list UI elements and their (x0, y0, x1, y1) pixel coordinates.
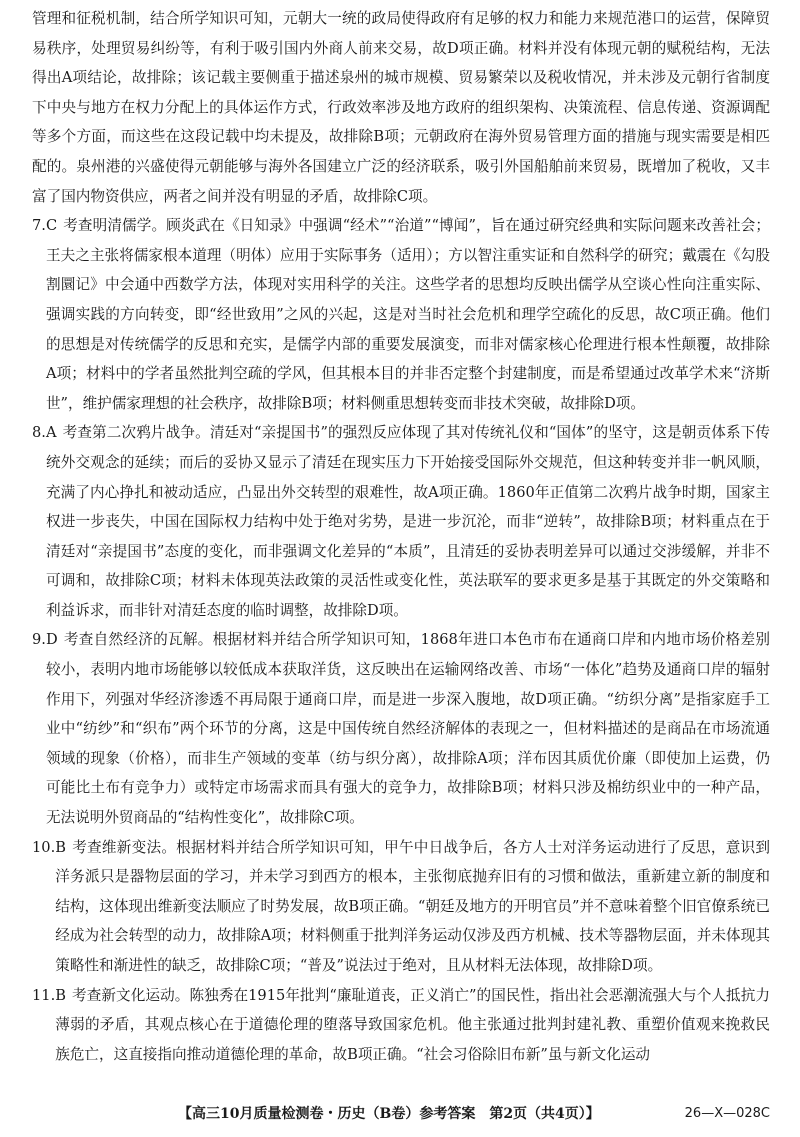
item-number: 11. (32, 986, 56, 1004)
footer-title: 【高三10月质量检测卷・历史（B卷）参考答案 第2页（共4页）】 (178, 1106, 600, 1122)
item-number: 7. (32, 217, 46, 235)
answer-item-10 (32, 833, 770, 981)
answer-item-9 (32, 625, 770, 832)
answer-item-11 (32, 981, 770, 1070)
item-number: 8. (32, 424, 46, 442)
item-text: 考查第二次鸦片战争。清廷对“亲提国书”的强烈反应体现了其对传统礼仪和“国体”的坚守，这是朝贡体系下传统外交观念的延续；而后的妥协又显示了清廷在现实压力下开始接受国际外交规范，但这种转变并非一帆风顺，充满了内心挣扎和被动适应，凸显出外交转型的艰难性，故A项正确。1860年正值第二次鸦片战争时期，国家主权进一步丧失，中国在国际权力结构中处于绝对劣势，是进一步沉沦，而非“逆转”，故排除B项；材料重点在于清廷对“亲提国书”态度的变化，而非强调文化差异的“本质”，且清廷的妥协表明差异可以通过交涉缓解，并非不可调和，故排除C项；材料未体现英法政策的灵活性或变化性，英法联军的要求更多是基于其既定的外交策略和利益诉求，而非针对清廷态度的临时调整，故排除D项。 (45, 424, 770, 619)
item-text: 考查自然经济的瓦解。根据材料并结合所学知识可知，1868年进口本色市布在通商口岸和内地市场价格差别较小，表明内地市场能够以较低成本获取洋货，这反映出在运输网络改善、市场“一体化”趋势及通商口岸的辐射作用下，列强对华经济渗透不再局限于通商口岸，而是进一步深入腹地，故D项正确。“纺织分离”是指家庭手工业中“纺纱”和“织布”两个环节的分离，这是中国传统自然经济解体的表现之一，但材料描述的是商品在市场流通领域的现象（价格），而非生产领域的变革（纺与织分离），故排除A项；洋布因其质优价廉（即使加上运费，仍可能比土布有竞争力）或特定市场需求而具有强大的竞争力，故排除B项；材料只涉及棉纺织业中的一种产品，无法说明外贸商品的“结构性变化”，故排除C项。 (45, 631, 770, 827)
item-body (46, 418, 770, 625)
intro-paragraph: 管理和征税机制，结合所学知识可知，元朝大一统的政局使得政府有足够的权力和能力来规范港口的运营，保障贸易秩序，处理贸易纠纷等，有利于吸引国内外商人前来交易，故D项正确。材料并没有体现元朝的赋税结构，无法得出A项结论，故排除；该记载主要侧重于描述泉州的城市规模、贸易繁荣以及税收情况，并未涉及元朝行省制度下中央与地方在权力分配上的具体运作方式，行政效率涉及地方政府的组织架构、决策流程、信息传递、资源调配等多个方面，而这些在这段记载中均未提及，故排除B项；元朝政府在海外贸易管理方面的措施与现实需要是相匹配的。泉州港的兴盛使得元朝能够与海外各国建立广泛的经济联系，吸引外国船舶前来贸易，既增加了税收，又丰富了国内物资供应，两者之间并没有明显的矛盾，故排除C项。 (32, 10, 770, 205)
item-answer: D (45, 631, 58, 649)
item-text: 考查新文化运动。陈独秀在1915年批判“廉耻道丧，正义消亡”的国民性，指出社会恶潮流强大与个人抵抗力薄弱的矛盾，其观点核心在于道德伦理的堕落导致国家危机。他主张通过批判封建礼教、重塑价值观来挽救民族危亡，这直接指向推动道德伦理的革命，故B项正确。“社会习俗除旧布新”虽与新文化运动 (55, 986, 770, 1063)
item-answer: A (45, 424, 57, 442)
page-footer (0, 1100, 800, 1128)
item-answer: B (55, 986, 66, 1004)
item-body (46, 625, 770, 832)
item-answer: C (45, 217, 58, 235)
item-number: 9. (32, 631, 46, 649)
item-text: 考查维新变法。根据材料并结合所学知识可知，甲午中日战争后，各方人士对洋务运动进行了反思，意识到洋务派只是器物层面的学习，并未学习到西方的根本，主张彻底抛弃旧有的习惯和做法，重新建立新的制度和结构，这体现出维新变法顺应了时势发展，故B项正确。“朝廷及地方的开明官员”并不意味着整个旧官僚系统已经成为社会转型的动力，故排除A项；材料侧重于批判洋务运动仅涉及西方机械、技术等器物层面，并未体现其策略性和渐进性的缺乏，故排除C项；“普及”说法过于绝对，且从材料无法体现，故排除D项。 (55, 838, 770, 974)
item-answer: B (55, 838, 66, 856)
footer-code: 26—X—028C (684, 1106, 770, 1121)
item-body (55, 981, 770, 1070)
item-body (46, 211, 770, 418)
item-text: 考查明清儒学。顾炎武在《日知录》中强调“经术”“治道”“博闻”，旨在通过研究经典和实际问题来改善社会；王夫之主张将儒家根本道理（明体）应用于实际事务（适用）；方以智注重实证和自然科学的研究；戴震在《勾股割圜记》中会通中西数学方法，体现对实用科学的关注。这些学者的思想均反映出儒学从空谈心性向注重实际、强调实践的方向转变，即“经世致用”之风的兴起，这是对当时社会危机和理学空疏化的反思，故C项正确。他们的思想是对传统儒学的反思和充实，是儒学内部的重要发展演变，而非对儒家核心伦理进行根本性颠覆，故排除A项；材料中的学者虽然批判空疏的学风，但其根本目的并非否定整个封建制度，而是希望通过改革学术来“济斯世”，维护儒家理想的社会秩序，故排除B项；材料侧重思想转变而非技术突破，故排除D项。 (45, 217, 770, 412)
item-number: 10. (32, 838, 56, 856)
item-body (55, 833, 770, 981)
answer-item-7 (32, 211, 770, 418)
answer-item-8 (32, 418, 770, 625)
